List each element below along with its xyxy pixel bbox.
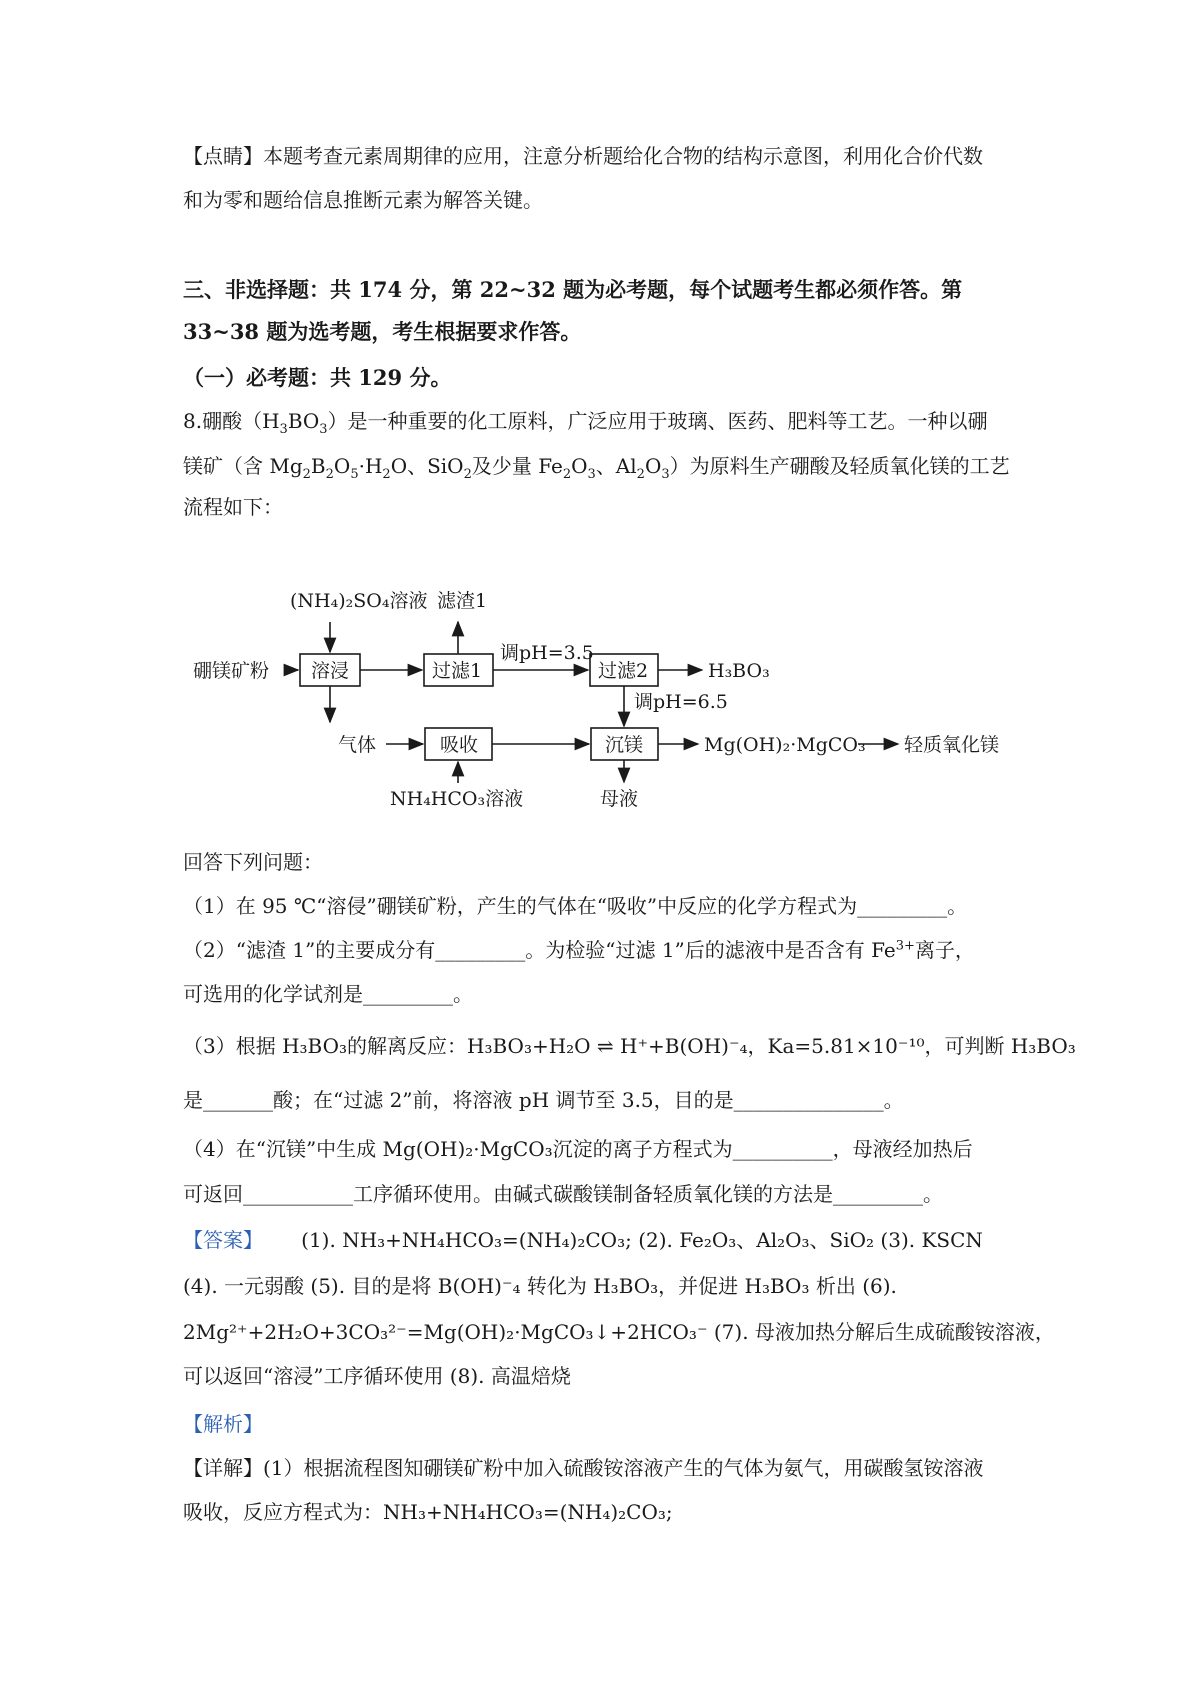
detail-line-2: 吸收，反应方程式为：NH₃+NH₄HCO₃=(NH₄)₂CO₃; <box>183 1500 673 1524</box>
question-4-line-2: 可返回___________工序循环使用。由碱式碳酸镁制备轻质氧化镁的方法是_________。 <box>183 1182 943 1206</box>
section-subheading: （一）必考题：共 129 分。 <box>183 365 452 390</box>
question-2-line-2: 可选用的化学试剂是_________。 <box>183 982 473 1006</box>
label-filter2: 过滤2 <box>598 660 649 682</box>
label-reagent-bottom: NH₄HCO₃溶液 <box>390 788 524 810</box>
label-precip: 沉镁 <box>605 734 644 756</box>
label-reagent-top: (NH₄)₂SO₄溶液 <box>290 590 428 612</box>
label-ore: 硼镁矿粉 <box>193 660 270 682</box>
answer-label: 【答案】 <box>183 1228 263 1252</box>
question-intro-line-1: 8.硼酸$(H_3BO_3)$是一种重要的化工原料，广泛应用于玻璃、医药、肥料等工艺。一种以硼 <box>183 409 988 437</box>
section-heading-line-1: 三、非选择题：共 174 分，第 22~32 题为必考题，每个试题考生都必须作答。第 <box>183 277 963 302</box>
label-h3bo3: H₃BO₃ <box>708 660 770 682</box>
label-mother-liquor: 母液 <box>600 788 639 810</box>
label-light-mgo: 轻质氧化镁 <box>904 734 1000 756</box>
question-3-line-2: 是_______酸；在“过滤 2”前，将溶液 pH 调节至 3.5，目的是_______________。 <box>183 1088 904 1112</box>
answer-line-2: (4). 一元弱酸 (5). 目的是将 B(OH)⁻₄ 转化为 H₃BO₃，并促进 H₃BO₃ 析出 (6). <box>183 1274 897 1298</box>
question-2-line-1: （2）“滤渣 1”的主要成分有_________。为检验“过滤 1”后的滤液中是否含有 $Fe^{3+}$离子， <box>183 938 975 962</box>
analysis-label: 【解析】 <box>183 1412 263 1436</box>
section-heading-line-2: 33~38 题为选考题，考生根据要求作答。 <box>183 319 582 344</box>
label-mgoh-mgco3: Mg(OH)₂·MgCO₃ <box>704 734 866 756</box>
question-intro-line-3: 流程如下： <box>183 495 283 519</box>
label-adjust2: 调pH=6.5 <box>634 691 728 713</box>
question-1: （1）在 95 ℃“溶侵”硼镁矿粉，产生的气体在“吸收”中反应的化学方程式为_________。 <box>183 894 968 918</box>
detail-line-1: 【详解】(1）根据流程图知硼镁矿粉中加入硫酸铵溶液产生的气体为氨气，用碳酸氢铵溶液 <box>183 1456 984 1480</box>
label-adjust1: 调pH=3.5 <box>500 642 594 664</box>
label-gas: 气体 <box>338 734 377 756</box>
tip-line-1: 【点睛】本题考查元素周期律的应用，注意分析题给化合物的结构示意图，利用化合价代数 <box>183 144 983 168</box>
answer-line-4: 可以返回“溶浸”工序循环使用 (8). 高温焙烧 <box>183 1364 571 1388</box>
label-residue1: 滤渣1 <box>437 590 488 612</box>
label-leach: 溶浸 <box>311 660 350 682</box>
process-flow-diagram <box>0 0 1200 820</box>
label-absorb: 吸收 <box>440 734 479 756</box>
answer-line-3: 2Mg²⁺+2H₂O+3CO₃²⁻=Mg(OH)₂·MgCO₃↓+2HCO₃⁻ (7). 母液加热分解后生成硫酸铵溶液， <box>183 1320 1055 1344</box>
question-intro-line-2: 镁矿（含 $Mg_2B_2O_5\cdot H_2O$、SiO$_2$及少量 $Fe_2O_3$、$Al_2O_3$）为原料生产硼酸及轻质氧化镁的工艺 <box>183 454 1010 482</box>
question-4-line-1: （4）在“沉镁”中生成 Mg(OH)₂·MgCO₃沉淀的离子方程式为__________，母液经加热后 <box>183 1137 973 1161</box>
question-3-line-1: （3）根据 H₃BO₃的解离反应：H₃BO₃+H₂O ⇌ H⁺+B(OH)⁻₄，Ka=5.81×10⁻¹⁰，可判断 H₃BO₃ <box>183 1034 1076 1058</box>
answer-prompt: 回答下列问题： <box>183 850 323 874</box>
label-filter1: 过滤1 <box>432 660 483 682</box>
tip-line-2: 和为零和题给信息推断元素为解答关键。 <box>183 188 543 212</box>
answer-line-1: 【答案】 (1). NH₃+NH₄HCO₃=(NH₄)₂CO₃; (2). Fe₂O₃、Al₂O₃、SiO₂ (3). KSCN <box>183 1228 983 1252</box>
